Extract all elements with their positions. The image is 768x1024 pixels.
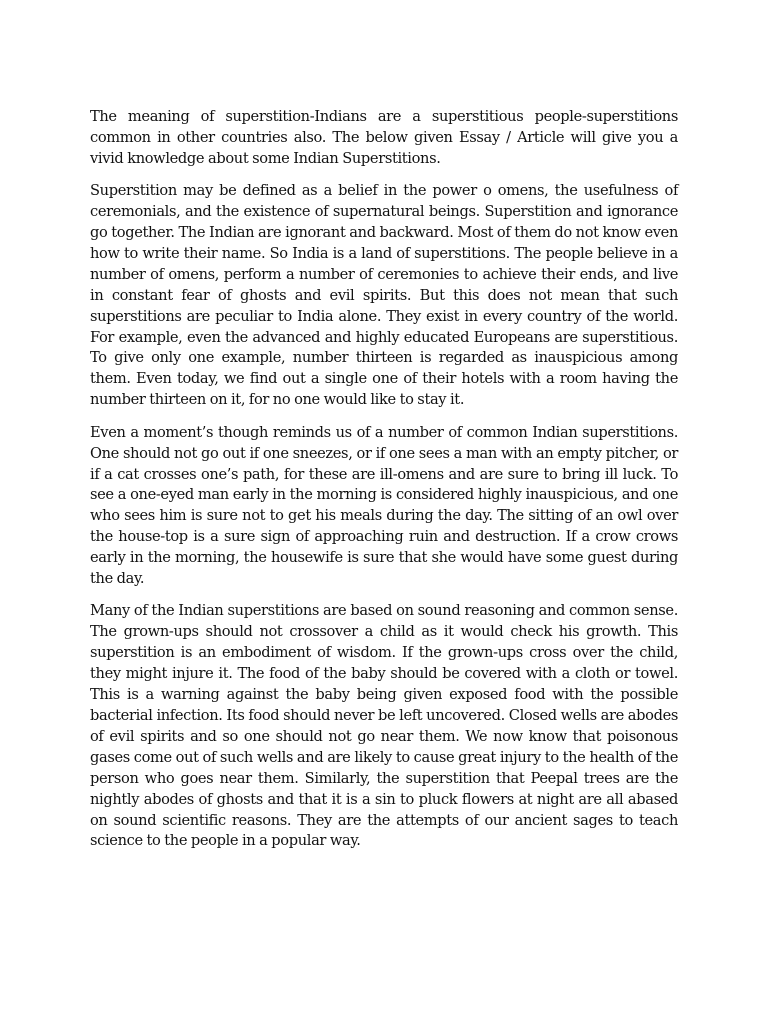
paragraph-scientific-reasons: Many of the Indian superstitions are based on sound reasoning and common sense. The grown-ups should not crossover a child as it would check his growth. This superstition is an embodiment of wisdom. If the grown-ups cross over the child, they might injure it. The food of the baby should be covered with a cloth or towel. This is a warning against the baby being given exposed food with the possible bacterial infection. Its food should never be left uncovered. Closed wells are abodes of evil spirits and so one should not go near them. We now know that poisonous gases come out of such wells and are likely to cause great injury to the health of the person who goes near them. Similarly, the superstition that Peepal trees are the nightly abodes of ghosts and that it is a sin to pluck flowers at night are all abased on sound scientific reasons. They are the attempts of our ancient sages to teach science to the people in a popular way. <box>90 602 678 850</box>
paragraph-definition: Superstition may be defined as a belief in the power o omens, the usefulness of ceremonials, and the existence of supernatural beings. Superstition and ignorance go together. The Indian are ignorant and backward. Most of them do not know even how to write their name. So India is a land of superstitions. The people believe in a number of omens, perform a number of ceremonies to achieve their ends, and live in constant fear of ghosts and evil spirits. But this does not mean that such superstitions are peculiar to India alone. They exist in every country of the world. For example, even the advanced and highly educated Europeans are superstitious. To give only one example, number thirteen is regarded as inauspicious among them. Even today, we find out a single one of their hotels with a room having the number thirteen on it, for no one would like to stay it. <box>90 182 678 409</box>
document-page <box>90 107 678 864</box>
paragraph-common-superstitions: Even a moment’s though reminds us of a number of common Indian superstitions. One should not go out if one sneezes, or if one sees a man with an empty pitcher, or if a cat crosses one’s path, for these are ill-omens and are sure to bring ill luck. To see a one-eyed man early in the morning is considered highly inauspicious, and one who sees him is sure not to get his meals during the day. The sitting of an owl over the house-top is a sure sign of approaching ruin and destruction. If a crow crows early in the morning, the housewife is sure that she would have some guest during the day. <box>90 423 678 588</box>
paragraph-intro: The meaning of superstition-Indians are a superstitious people-superstitions common in other countries also. The below given Essay / Article will give you a vivid knowledge about some Indian Superstitions. <box>90 108 678 167</box>
